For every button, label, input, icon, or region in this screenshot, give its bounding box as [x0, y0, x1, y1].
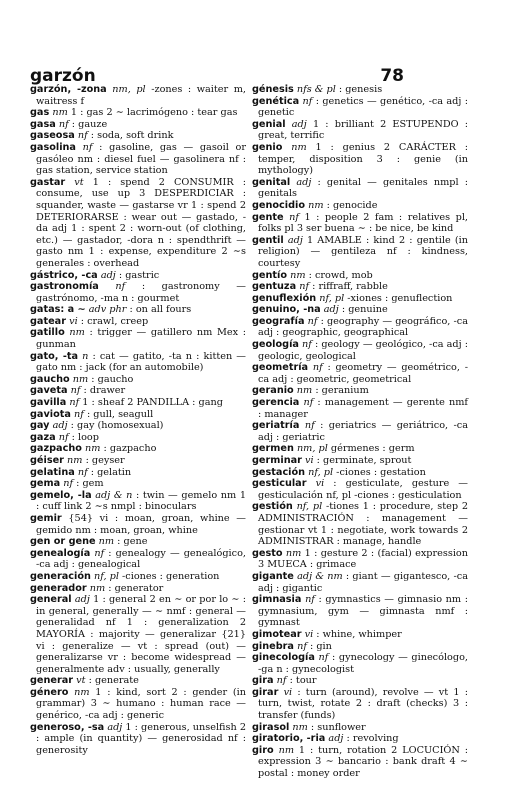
entry-headword: garzón, -zona: [30, 84, 107, 95]
entry-headword: generador: [30, 582, 87, 594]
entry-headword: gay: [30, 420, 50, 432]
entry-part-of-speech: nf: [303, 397, 314, 409]
entry-definition: : revolving: [343, 733, 399, 745]
entry-part-of-speech: adv phr: [88, 304, 127, 316]
entry-definition: -ciones : gestation: [333, 466, 426, 478]
dictionary-entry: [252, 270, 468, 282]
entry-definition: : gay (homosexual): [67, 420, 164, 432]
entry-definition: : whine, whimper: [313, 628, 402, 640]
entry-definition: -xiones : genuflection: [344, 292, 453, 304]
entry-definition: : generator: [105, 582, 164, 594]
dictionary-entry: [252, 733, 468, 745]
entry-part-of-speech: nm: [290, 269, 306, 281]
dictionary-entry: [30, 130, 246, 142]
dictionary-entry: [30, 304, 246, 316]
entry-part-of-speech: nf, pl: [94, 570, 119, 582]
dictionary-entry: [30, 119, 246, 131]
entry-headword: generación: [30, 570, 91, 582]
dictionary-entry: [30, 409, 246, 421]
entry-definition: : generate: [85, 675, 139, 687]
entry-part-of-speech: nf: [74, 408, 84, 420]
entry-headword: germinar: [252, 455, 302, 466]
entry-headword: génesis: [252, 84, 294, 95]
dictionary-entry: [30, 490, 246, 513]
dictionary-entry: [252, 293, 468, 305]
entry-part-of-speech: vi: [305, 455, 314, 466]
entry-headword: giratorio, -ria: [252, 733, 326, 745]
dictionary-entry: [252, 594, 468, 629]
entry-headword: gimnasia: [252, 594, 302, 606]
dictionary-entry: [30, 281, 246, 304]
entry-headword: genocidio: [252, 199, 306, 211]
entry-headword: genética: [252, 95, 300, 107]
dictionary-entry: [30, 316, 246, 328]
entry-part-of-speech: nm: [285, 547, 302, 559]
entry-headword: gas: [30, 107, 50, 119]
dictionary-entry: [30, 583, 246, 595]
entry-definition: gérmenes : germ: [327, 443, 415, 455]
entry-definition: : gastric: [115, 269, 160, 281]
entry-definition: : riffraff, rabble: [309, 281, 388, 293]
entry-headword: gemir: [30, 512, 62, 524]
entry-headword: geografía: [252, 315, 305, 327]
entry-headword: genial: [252, 118, 286, 130]
entry-part-of-speech: nf, pl: [296, 501, 323, 513]
entry-definition: : geranium: [312, 385, 369, 397]
entry-definition: : geriatrics — geriátrico, -ca adj : geriatric: [258, 420, 468, 443]
entry-headword: gentil: [252, 234, 284, 246]
entry-headword: gema: [30, 478, 61, 490]
entry-headword: gaza: [30, 431, 56, 443]
dictionary-entry: [30, 420, 246, 432]
entry-part-of-speech: nm: [52, 107, 68, 119]
entry-part-of-speech: nf: [77, 130, 88, 142]
dictionary-entry: [30, 455, 246, 467]
entry-headword: giro: [252, 744, 274, 756]
entry-definition: {54} vi : moan, groan, whine — gemido nm : moan, groan, whine: [36, 512, 246, 536]
entry-headword: ginebra: [252, 640, 294, 652]
entry-part-of-speech: adj: [107, 721, 123, 733]
entry-headword: gentuza: [252, 281, 297, 293]
dictionary-entry: [30, 687, 246, 722]
entry-part-of-speech: nf: [302, 339, 312, 351]
entry-headword: gatas: a ∼: [30, 304, 86, 316]
entry-definition: -tiones 1 : procedure, step 2 ADMINISTRACIÓN : management — gestionar vt 1 : negotiate, work towards 2 ADMINISTRAR : manage, handle: [258, 501, 468, 548]
entry-headword: general: [30, 594, 72, 606]
entry-part-of-speech: adj: [100, 269, 116, 281]
entry-headword: geriatría: [252, 420, 300, 432]
dictionary-entry: [252, 84, 468, 96]
dictionary-entry: [252, 119, 468, 142]
entry-definition: : drawer: [80, 385, 126, 397]
entry-part-of-speech: nf: [289, 211, 299, 223]
entry-definition: 1 : sheaf 2 PANDILLA : gang: [79, 397, 223, 409]
entry-part-of-speech: nf: [58, 118, 69, 130]
entry-headword: gentío: [252, 269, 288, 281]
entry-definition: -zones : waiter m, waitress f: [36, 84, 246, 107]
entry-part-of-speech: nf: [302, 95, 313, 107]
entry-part-of-speech: nm: [89, 582, 106, 594]
entry-definition: : genital — genitales nmpl : genitals: [258, 176, 468, 200]
entry-headword: gaucho: [30, 373, 70, 385]
dictionary-entry: [30, 513, 246, 536]
entry-definition: : gasoline, gas — gasoil or gasóleo nm : diesel fuel — gasolinera nf : gas station, service station: [36, 141, 246, 177]
entry-part-of-speech: nf: [299, 281, 310, 293]
dictionary-entry: [252, 420, 468, 443]
dictionary-entry: [252, 96, 468, 119]
entry-definition: 1 : generous, unselfish 2 : ample (in quantity) — generosidad nf : generosity: [36, 721, 246, 756]
page-number: 78: [380, 66, 404, 86]
entry-definition: : gelatin: [87, 466, 132, 478]
dictionary-entry: [30, 594, 246, 675]
entry-definition: : soda, soft drink: [87, 130, 174, 142]
entry-definition: : gymnastics — gimnasio nm : gymnasium, gym — gimnasta nmf : gymnast: [258, 594, 468, 629]
entry-part-of-speech: nf: [304, 420, 315, 432]
dictionary-entry: [252, 212, 468, 235]
dictionary-entry: [252, 385, 468, 397]
entry-definition: 1 : general 2 en ∼ or por lo ∼ : in general, generally — ∼ nmf : general — generalidad nf 1 : generalization 2 MAYORÍA : majority — generalizar {21} vi : generalize — vt : spread (out) — generalizarse vr : become widespread — generalmente adv : usually, generally: [36, 594, 246, 675]
entry-part-of-speech: adj: [296, 176, 312, 188]
entry-definition: : loop: [68, 431, 99, 443]
dictionary-entry: [252, 142, 468, 177]
entry-definition: : sunflower: [307, 721, 366, 733]
entry-part-of-speech: adj: [291, 118, 307, 130]
entry-definition: 1 : brilliant 2 ESTUPENDO : great, terrific: [258, 118, 468, 142]
entry-definition: 1 : gesture 2 : (facial) expression 3 MUECA : grimace: [258, 547, 468, 571]
entry-headword: gesto: [252, 547, 283, 559]
entry-part-of-speech: vt: [74, 176, 84, 188]
entry-definition: : genealogy — genealógico, -ca adj : genealogical: [36, 547, 246, 571]
entry-definition: : gauze: [68, 118, 108, 130]
dictionary-entry: [30, 270, 246, 282]
entry-headword: genealogía: [30, 547, 91, 559]
entry-definition: : gin: [306, 640, 332, 652]
dictionary-entry: [252, 200, 468, 212]
dictionary-entry: [252, 478, 468, 501]
entry-definition: : geyser: [82, 455, 125, 466]
entry-headword: gato, -ta: [30, 350, 79, 362]
dictionary-entry: [252, 443, 468, 455]
entry-part-of-speech: nf, pl: [319, 292, 345, 304]
entry-part-of-speech: nf: [297, 640, 307, 652]
entry-part-of-speech: nm: [74, 686, 90, 698]
entry-part-of-speech: nm: [308, 199, 324, 211]
dictionary-entry: [30, 142, 246, 177]
entry-headword: generar: [30, 675, 74, 687]
entry-part-of-speech: nm: [278, 744, 295, 756]
entry-definition: : crawl, creep: [77, 315, 149, 327]
dictionary-entry: [30, 107, 246, 119]
entry-headword: generoso, -sa: [30, 721, 105, 733]
dictionary-entry: [252, 652, 468, 675]
entry-part-of-speech: nm: [69, 327, 85, 339]
entry-definition: : gene: [114, 536, 148, 548]
entry-headword: gen or gene: [30, 536, 96, 548]
entry-definition: : gynecology — ginecólogo, -ga n : gynecologist: [258, 652, 468, 675]
entry-part-of-speech: nm: [291, 141, 307, 153]
entry-headword: gaseosa: [30, 130, 75, 142]
entry-part-of-speech: nf: [82, 141, 93, 153]
dictionary-entry: [30, 351, 246, 374]
entry-definition: : cat — gatito, -ta n : kitten — gato nm : jack (for an automobile): [36, 350, 246, 374]
entry-definition: : twin — gemelo nm 1 : cuff link 2 ∼s nmpl : binoculars: [36, 489, 247, 513]
dictionary-entry: [30, 397, 246, 409]
entry-definition: -ciones : generation: [118, 570, 220, 582]
entry-part-of-speech: nf: [307, 315, 318, 327]
entry-part-of-speech: nf: [115, 281, 126, 293]
entry-headword: gesticular: [252, 478, 307, 490]
entry-part-of-speech: vi: [69, 315, 78, 327]
entry-part-of-speech: adj: [74, 594, 90, 606]
entry-headword: gemelo, -la: [30, 489, 92, 501]
left-column: [30, 84, 246, 756]
dictionary-entry: [252, 548, 468, 571]
dictionary-entry: [30, 177, 246, 270]
entry-headword: gelatina: [30, 466, 75, 478]
entry-part-of-speech: nm: [98, 536, 115, 548]
entry-part-of-speech: vt: [76, 675, 86, 687]
entry-headword: gástrico, -ca: [30, 269, 98, 281]
entry-part-of-speech: nf: [312, 362, 323, 374]
dictionary-entry: [252, 177, 468, 200]
entry-definition: : geometry — geométrico, -ca adj : geometric, geometrical: [258, 362, 468, 385]
entry-part-of-speech: nm: [84, 443, 101, 455]
entry-headword: gente: [252, 211, 284, 223]
entry-part-of-speech: nf: [58, 431, 69, 443]
entry-headword: género: [30, 686, 69, 698]
entry-definition: : turn (around), revolve — vt 1 : turn, twist, rotate 2 : draft (checks) 3 : transfer (funds): [258, 686, 468, 722]
dictionary-entry: [252, 304, 468, 316]
entry-headword: gestión: [252, 501, 293, 513]
entry-definition: : genuine: [338, 304, 388, 316]
entry-headword: genuino, -na: [252, 304, 321, 316]
entry-headword: gatillo: [30, 327, 65, 339]
entry-part-of-speech: adj: [52, 420, 68, 432]
entry-part-of-speech: nm, pl: [112, 84, 146, 95]
entry-part-of-speech: nm: [296, 385, 313, 397]
entry-headword: gigante: [252, 570, 294, 582]
entry-definition: : tour: [286, 675, 317, 687]
entry-headword: genio: [252, 141, 283, 153]
entry-headword: gazpacho: [30, 443, 82, 455]
entry-headword: gira: [252, 675, 274, 687]
entry-part-of-speech: adj: [287, 234, 303, 246]
entry-headword: girar: [252, 686, 279, 698]
dictionary-entry: [252, 629, 468, 641]
dictionary-entry: [30, 467, 246, 479]
entry-definition: : gull, seagull: [83, 408, 154, 420]
entry-definition: 1 : kind, sort 2 : gender (in grammar) 3 ∼ humano : human race — genérico, -ca adj : generic: [36, 686, 246, 722]
entry-definition: : on all fours: [126, 304, 192, 316]
dictionary-entry: [252, 641, 468, 653]
dictionary-entry: [252, 281, 468, 293]
entry-part-of-speech: nm: [67, 455, 83, 466]
entry-headword: gestación: [252, 466, 306, 478]
dictionary-entry: [252, 687, 468, 722]
entry-part-of-speech: nf: [94, 547, 105, 559]
entry-part-of-speech: vi: [315, 478, 325, 490]
entry-part-of-speech: adj & n: [95, 489, 133, 501]
dictionary-entry: [30, 536, 246, 548]
entry-headword: girasol: [252, 721, 290, 733]
dictionary-entry: [30, 548, 246, 571]
entry-part-of-speech: adj & nm: [297, 570, 343, 582]
entry-definition: : germinate, sprout: [313, 455, 412, 466]
entry-definition: 1 AMABLE : kind 2 : gentile (in religion) — gentileza nf : kindness, courtesy: [258, 234, 468, 269]
entry-definition: : gem: [73, 478, 104, 490]
entry-part-of-speech: nf, pl: [308, 466, 334, 478]
dictionary-entry: [30, 385, 246, 397]
dictionary-entry: [30, 432, 246, 444]
dictionary-entry: [252, 571, 468, 594]
entry-part-of-speech: nf: [276, 675, 287, 687]
entry-part-of-speech: nf: [69, 397, 80, 409]
entry-definition: 1 : genius 2 CARÁCTER : temper, disposition 3 : genie (in mythology): [258, 141, 468, 177]
entry-definition: : genetics — genético, -ca adj : genetic: [258, 95, 468, 119]
entry-headword: germen: [252, 443, 294, 455]
entry-definition: : gazpacho: [100, 443, 157, 455]
dictionary-entry: [252, 467, 468, 479]
entry-part-of-speech: nf: [77, 466, 88, 478]
dictionary-entry: [252, 745, 468, 780]
entry-part-of-speech: vi: [283, 686, 293, 698]
entry-headword: ginecología: [252, 652, 315, 664]
entry-headword: gasolina: [30, 141, 76, 153]
dictionary-entry: [30, 675, 246, 687]
entry-headword: gastar: [30, 176, 66, 188]
entry-headword: geranio: [252, 385, 294, 397]
entry-headword: gaveta: [30, 385, 68, 397]
entry-headword: gerencia: [252, 397, 300, 409]
dictionary-entry: [252, 455, 468, 467]
entry-headword: genuflexión: [252, 292, 317, 304]
entry-definition: : crowd, mob: [305, 269, 373, 281]
entry-headword: gimotear: [252, 628, 302, 640]
dictionary-entry: [252, 362, 468, 385]
entry-part-of-speech: nf: [318, 652, 329, 664]
entry-part-of-speech: nf: [305, 594, 315, 606]
entry-definition: : trigger — gatillero nm Mex : gunman: [36, 327, 246, 351]
dictionary-entry: [252, 501, 468, 547]
dictionary-entry: [252, 675, 468, 687]
entry-definition: : management — gerente nmf : manager: [258, 397, 468, 420]
entry-part-of-speech: nf: [70, 385, 81, 397]
entry-headword: gastronomía: [30, 281, 99, 293]
entry-headword: gaviota: [30, 408, 71, 420]
dictionary-entry: [252, 235, 468, 270]
guideword: garzón: [30, 66, 96, 86]
entry-headword: gatear: [30, 315, 66, 327]
entry-part-of-speech: nm, pl: [296, 443, 328, 455]
dictionary-entry: [30, 84, 246, 107]
entry-part-of-speech: nm: [292, 721, 308, 733]
entry-part-of-speech: nf: [63, 478, 74, 490]
entry-headword: genital: [252, 176, 291, 188]
entry-definition: : genocide: [323, 199, 378, 211]
entry-headword: géiser: [30, 455, 64, 466]
entry-part-of-speech: vi: [304, 628, 314, 640]
entry-definition: : giant — gigantesco, -ca adj : gigantic: [258, 570, 468, 594]
right-column: [252, 84, 468, 780]
entry-headword: gavilla: [30, 397, 67, 409]
entry-part-of-speech: adj: [323, 304, 339, 316]
dictionary-entry: [252, 722, 468, 734]
entry-definition: : genesis: [335, 84, 383, 95]
dictionary-entry: [252, 397, 468, 420]
dictionary-entry: [30, 722, 246, 757]
entry-definition: 1 : people 2 fam : relatives pl, folks pl 3 ser buena ∼ : be nice, be kind: [258, 211, 468, 235]
entry-definition: : geography — geográfico, -ca adj : geographic, geographical: [258, 315, 468, 339]
dictionary-entry: [30, 443, 246, 455]
entry-part-of-speech: adj: [328, 733, 344, 745]
dictionary-entry: [30, 478, 246, 490]
entry-definition: : geology — geológico, -ca adj : geologic, geological: [258, 339, 468, 362]
dictionary-entry: [30, 374, 246, 386]
entry-definition: : gesticulate, gesture — gesticulación nf, pl -ciones : gesticulation: [258, 478, 468, 501]
entry-definition: : gastronomy — gastrónomo, -ma n : gourmet: [36, 281, 246, 304]
dictionary-entry: [252, 339, 468, 362]
entry-definition: : gaucho: [88, 373, 134, 385]
entry-headword: geología: [252, 339, 299, 351]
entry-definition: 1 : gas 2 ∼ lacrimógeno : tear gas: [67, 107, 238, 119]
entry-definition: 1 : turn, rotation 2 LOCUCIÓN : expression 3 ∼ bancario : bank draft 4 ∼ postal : money order: [258, 744, 468, 780]
entry-part-of-speech: nm: [72, 373, 89, 385]
dictionary-entry: [30, 327, 246, 350]
entry-part-of-speech: nfs & pl: [296, 84, 336, 95]
dictionary-entry: [30, 571, 246, 583]
entry-headword: gasa: [30, 118, 56, 130]
dictionary-entry: [252, 316, 468, 339]
entry-definition: 1 : spend 2 CONSUMIR : consume, use up 3 DESPERDICIAR : squander, waste — gastarse vr 1 : spend 2 DETERIORARSE : wear out — gastado, -da adj 1 : spent 2 : worn-out (of clothing, etc.) — gastador, -dora n : spendthrift — gasto nm 1 : expense, expenditure 2 ∼s generales : overhead: [36, 176, 246, 269]
entry-part-of-speech: n: [82, 350, 89, 362]
entry-headword: geometría: [252, 362, 309, 374]
